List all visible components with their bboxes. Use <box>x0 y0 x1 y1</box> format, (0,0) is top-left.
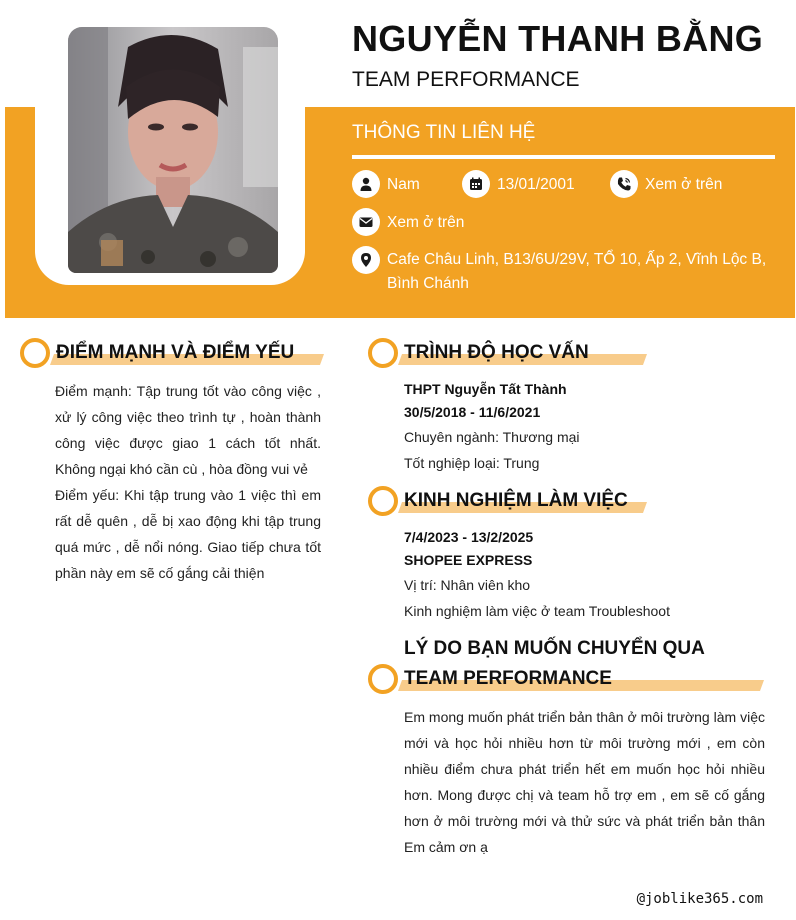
experience-ring-marker <box>368 486 398 516</box>
experience-detail: Kinh nghiệm làm việc ở team Troubleshoot <box>404 603 670 619</box>
education-school: THPT Nguyễn Tất Thành <box>404 381 567 397</box>
weaknesses-text: Điểm yếu: Khi tập trung vào 1 việc thì em rất dễ quên , dễ bị xao động khi tập trung quá mức , dễ nổi nóng. Giao tiếp chưa tốt phần này em sẽ cố gắng cải thiện <box>55 487 321 581</box>
experience-title: KINH NGHIỆM LÀM VIỆC <box>404 490 628 511</box>
experience-period: 7/4/2023 - 13/2/2025 <box>404 529 534 545</box>
contact-phone: Xem ở trên <box>645 176 723 193</box>
strengths-title: ĐIỂM MẠNH VÀ ĐIỂM YẾU <box>56 342 295 363</box>
contact-divider <box>352 155 775 159</box>
education-title: TRÌNH ĐỘ HỌC VẤN <box>404 342 589 363</box>
user-icon <box>352 170 380 198</box>
reason-title-line2: TEAM PERFORMANCE <box>404 668 612 689</box>
contact-email: Xem ở trên <box>387 214 465 231</box>
education-ring-marker <box>368 338 398 368</box>
location-icon <box>352 246 380 274</box>
strengths-text: Điểm mạnh: Tập trung tốt vào công việc , xử lý công việc theo trình tự , hoàn thành công việc được giao 1 cách tốt nhất. Không ngại khó cần cù , hòa đồng vui vẻ <box>55 383 321 477</box>
reason-text: Em mong muốn phát triển bản thân ở môi trường làm việc mới và học hỏi nhiều hơn từ môi trường mới , em còn nhiều điểm chưa phát triển hết em muốn học hỏi nhiều hơn. Mong được chị và team hỗ trợ em , em sẽ cố gắng hơn ở môi trường mới và thử sức và phát triển bản thân Em cảm ơn ạ <box>404 709 765 855</box>
contact-section-title: THÔNG TIN LIÊN HỆ <box>352 122 536 143</box>
education-major: Chuyên ngành: Thương mại <box>404 429 580 445</box>
profile-photo <box>68 27 278 273</box>
experience-position: Vị trí: Nhân viên kho <box>404 577 531 593</box>
experience-company: SHOPEE EXPRESS <box>404 552 533 568</box>
contact-dob: 13/01/2001 <box>497 176 575 193</box>
phone-icon <box>610 170 638 198</box>
strengths-ring-marker <box>20 338 50 368</box>
candidate-role: TEAM PERFORMANCE <box>352 68 580 91</box>
footer-handle: @joblike365.com <box>636 891 763 907</box>
contact-gender: Nam <box>387 176 420 193</box>
calendar-icon <box>462 170 490 198</box>
education-period: 30/5/2018 - 11/6/2021 <box>404 404 541 420</box>
reason-ring-marker <box>368 664 398 694</box>
reason-title-line1: LÝ DO BẠN MUỐN CHUYỂN QUA <box>404 638 705 659</box>
candidate-name: NGUYỄN THANH BẰNG <box>352 18 764 59</box>
education-grade: Tốt nghiệp loại: Trung <box>404 455 540 471</box>
mail-icon <box>352 208 380 236</box>
contact-address: Cafe Châu Linh, B13/6U/29V, TỔ 10, Ấp 2, Vĩnh Lộc B, Bình Chánh <box>387 251 767 292</box>
